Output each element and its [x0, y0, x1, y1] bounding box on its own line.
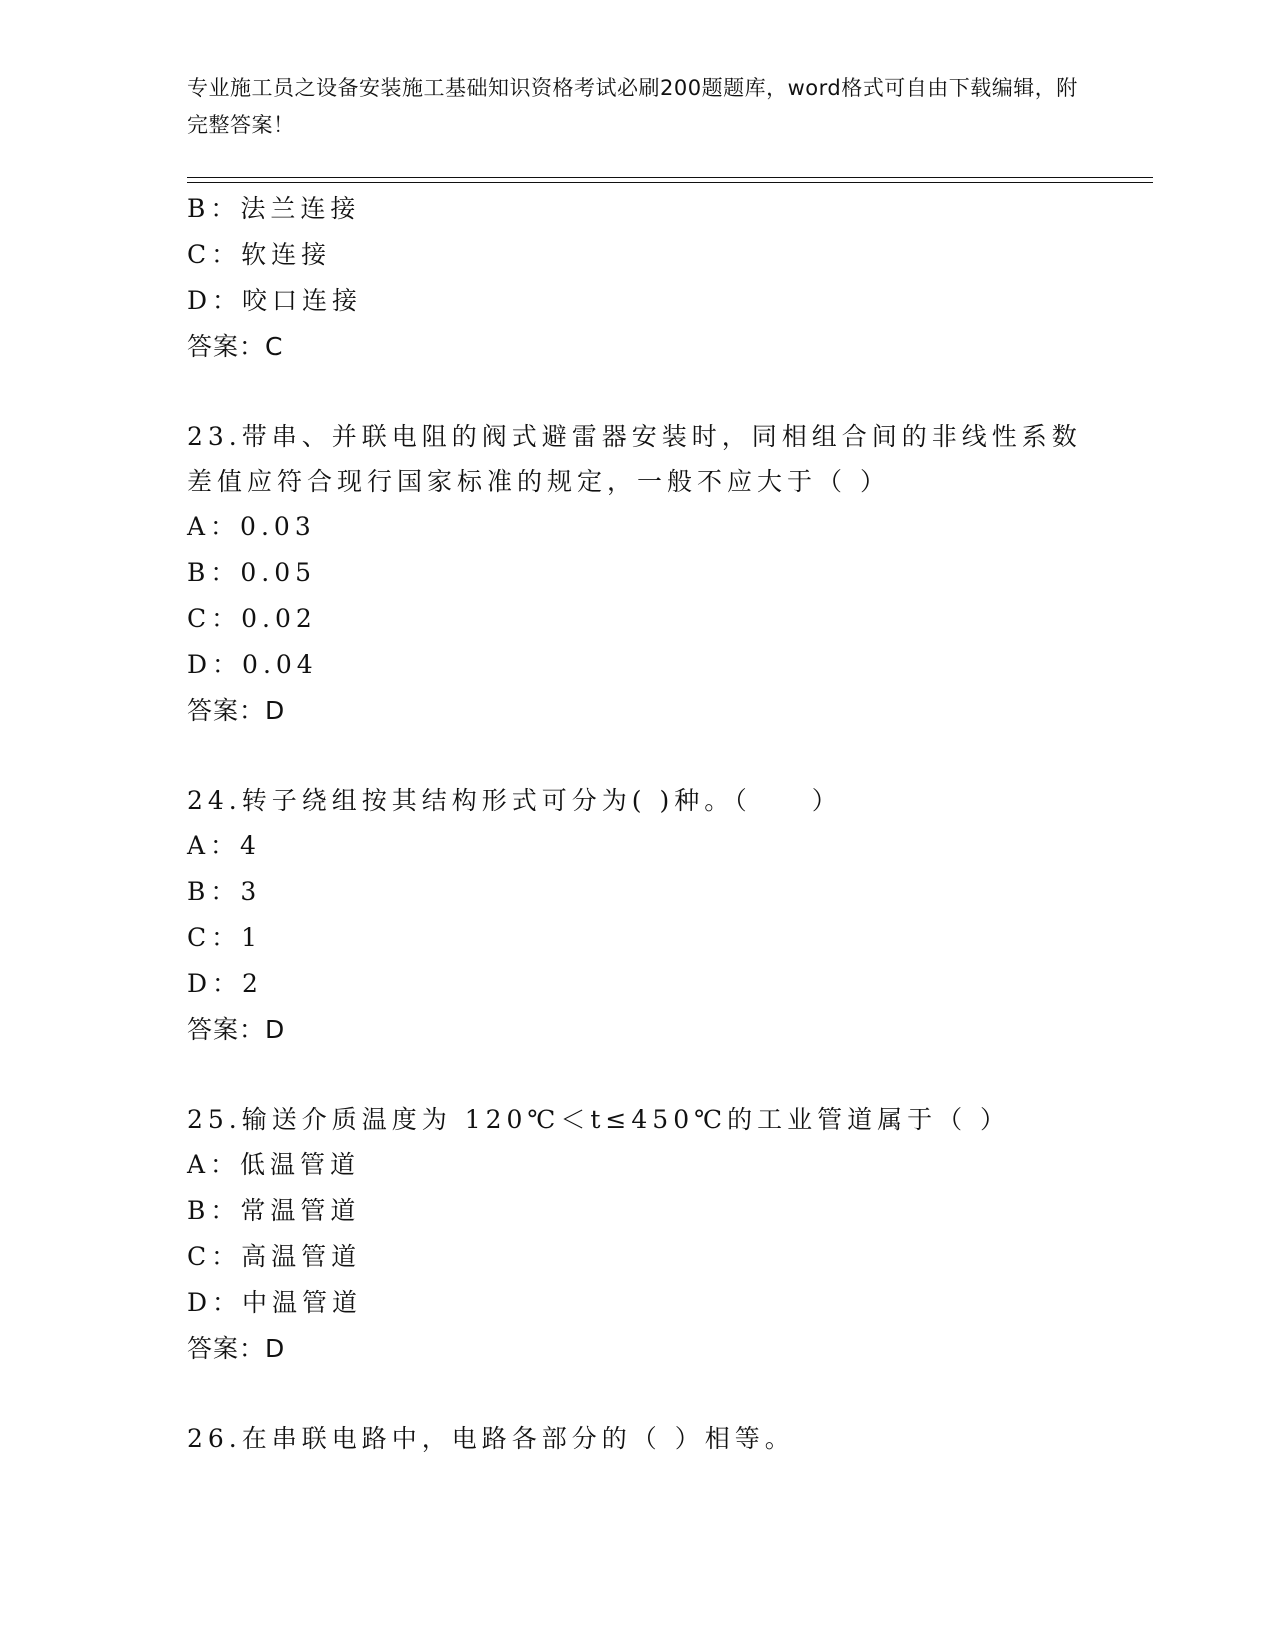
question-25	[187, 1097, 1107, 1372]
question-22-continued	[187, 186, 1107, 370]
option-b: B：3	[187, 877, 262, 906]
option-a: A：4	[187, 831, 261, 860]
option-a: A：0.03	[187, 512, 316, 541]
question-list	[187, 186, 1107, 1461]
question-text: 25.输送介质温度为 120℃＜t≤450℃的工业管道属于（ ）	[187, 1105, 1011, 1134]
option-b: B：法兰连接	[187, 194, 361, 223]
option-b: B：0.05	[187, 558, 317, 587]
option-d: D：0.04	[187, 650, 318, 679]
spacer	[187, 734, 1107, 778]
option-c: C：0.02	[187, 604, 317, 633]
answer-line: 答案：D	[187, 1334, 286, 1363]
question-text: 23.带串、并联电阻的阀式避雷器安装时，同相组合间的非线性系数差值应符合现行国家标准的规定，一般不应大于（ ）	[187, 422, 1082, 496]
answer-line: 答案：D	[187, 1015, 286, 1044]
option-c: C：高温管道	[187, 1242, 362, 1271]
answer-line: 答案：D	[187, 696, 286, 725]
option-c: C：1	[187, 923, 263, 952]
header-rule-bottom	[187, 182, 1153, 183]
question-text: 26.在串联电路中，电路各部分的（ ）相等。	[187, 1424, 795, 1453]
question-24	[187, 778, 1107, 1053]
option-d: D：2	[187, 969, 263, 998]
document-header: 专业施工员之设备安装施工基础知识资格考试必刷200题题库，word格式可自由下载编辑，附完整答案！	[187, 76, 1078, 137]
answer-line: 答案：C	[187, 332, 284, 361]
spacer	[187, 370, 1107, 414]
option-c: C：软连接	[187, 240, 332, 269]
spacer	[187, 1053, 1107, 1097]
question-26	[187, 1416, 1107, 1461]
option-a: A：低温管道	[187, 1150, 361, 1179]
option-d: D：中温管道	[187, 1288, 363, 1317]
spacer	[187, 1372, 1107, 1416]
question-text: 24.转子绕组按其结构形式可分为( )种。（ ）	[187, 786, 842, 815]
header-rule-top	[187, 177, 1153, 178]
question-23	[187, 414, 1107, 734]
option-d: D：咬口连接	[187, 286, 363, 315]
option-b: B：常温管道	[187, 1196, 361, 1225]
